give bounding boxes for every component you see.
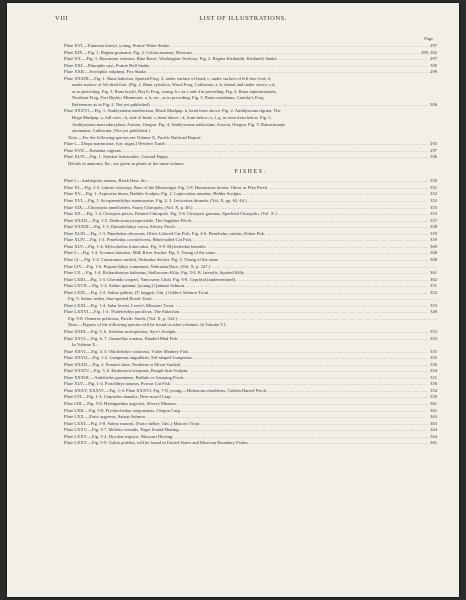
page-title: LIST OF ILLUSTRATIONS. [199, 15, 287, 22]
page-ref: 357 [430, 217, 437, 223]
page-ref: 353 [430, 328, 437, 334]
entry-text: Plate XLV.—Fig. 1-4. Porichthys notatus, Porous Cat Fish. ..... [64, 381, 437, 388]
entry-text: FISHES. [234, 169, 267, 176]
page-ref: 355 [430, 348, 437, 354]
entry-text: Northern Frog, Fort Ripley, Minnesota. a, b, etc., as in preceding. Fig. 5. Rana catesbiana, Catesby's Frog. [72, 95, 265, 101]
entry-text: Details of anatomy, &c., are given in plates of the same volume. [68, 160, 185, 166]
page-ref: 354 [430, 387, 437, 393]
entry-text: Plate XI.—Fig. 1-4. Labrax chrysops, Bass of the Mississippi. Fig. 5-8. Huromesus lucens, Okow or Pike Perch. ..... [64, 185, 437, 192]
page-ref: 351 [430, 374, 437, 380]
page-ref: 362 [430, 276, 437, 282]
entry-text: Plate LXX.—Fario argyreus, Satrop Salmon. ..... [64, 414, 437, 421]
page-ref: 368 [430, 250, 437, 256]
entry-text: Plate XXXV, XXXVI.—Fig. 1-4. Plate XXXVI, Fig. 7-8, young.—Hidonotus rhodderus, Golden Barred Perch. ..... [64, 388, 437, 395]
page-ref: 350 [430, 178, 437, 184]
entry-text: Note.—For the following species see Volume X, Pacific Railroad Report: [68, 134, 202, 140]
entry-text: Amblystoma macrodactylum, Astoria, Oregon. Fig. 4. Amblystoma rubicolum, Astoria, Oregon. Fig. 5. Batrachoseps [72, 121, 286, 127]
entry-text: Fig. 5-8. Osmerus pretiosus, Pacific Smelt, (Vol. X, p. 324.) ..... [68, 316, 437, 323]
entry-text: Plate XXXII.—Fig. 1-5. Dedicsium perspectable, The Sapphire Perch. ..... [64, 218, 437, 225]
entry-text: Plate XX.—Fig. 1-4. Chiropsis pictus, Painted Chiropolo. Fig. 5-8. Chiropsis guttatus, Speckled Chiropolo, (Vol. X.) ..... [64, 211, 437, 218]
list-item [64, 440, 437, 447]
page-ref: 356 [430, 361, 437, 367]
entry-text: Plate XXXIII.—Fig. 1. Rana halecina, Spotted Frog. 2, under surface of head; c, under surface of left fore foot; d, [64, 75, 271, 81]
page-ref: 359 [430, 230, 437, 236]
page-ref: 306 [430, 101, 437, 107]
page-ref: 363 [430, 420, 437, 426]
page-ref: 364 [430, 427, 437, 433]
entry-text: Plate XXXIV.—Fig. 5, 6. Embiotoca leiopnais, Rough-skin Sculpin. ..... [64, 368, 437, 375]
entry-text: under surface of left hind foot. (Fig. 2. Rana sylvatica, Wood Frog, California. a, b, lateral and under views; c,d, [72, 82, 276, 88]
page-column-label: Page [424, 36, 433, 41]
page-ref: 351 [430, 184, 437, 190]
entry-text: Plate LXIII.—Fig. 1-3. Cheonda cooperi, Vancouver Chub. Fig. 6-8. Cyprinid (undetermined). ..... [64, 277, 437, 284]
entry-text: Plate LIII.—Fig. 5-8. Hybognathus argyritis, Silvery Minnow. ..... [64, 401, 437, 408]
page-ref: 299 [430, 69, 437, 75]
entry-text: Plate LXIX.—Fig. 1-4. Salmo gibbsii, (T. keggsii, Gin.,) Gibbs's Salmon-Trout. ..... [64, 290, 437, 297]
section-heading [64, 167, 437, 178]
page-ref: 361 [430, 407, 437, 413]
entry-text: Plate XLIV.—Fig. 1-4. Pimelodus cocrulescens, Blunt-tailed Cat Fish. ..... [64, 237, 437, 244]
entry-text: Plate I.—Diopa marmorata, (var. nigra,) Western Turtle. ..... [64, 141, 437, 148]
entry-text: Plate XVI.—Eutaenia faireyi, young, Prairie Water Snake. ..... [64, 43, 437, 50]
page-ref: 353 [430, 211, 437, 217]
entry-text: Plate XX.—Fig. 1. Bascanion vetustus, Blue Racer, Washington Territory. Fig. 2. Regina Kirtlandii, Kirtland's Snake. ..... [64, 56, 437, 63]
entry-text: References as in Fig. 2. Not yet published) ..... [72, 102, 437, 109]
page-ref: 363 [430, 414, 437, 420]
page-ref: 353 [430, 335, 437, 341]
entry-text: Plate XXVII.—Fig. 1-2. Lumpenus anguillaris, Eel-shaped Lumpenus. ..... [64, 355, 437, 362]
entry-text: Plate XLIII.—Fig. 1-3. Pimelodus olivaceus, Olive-Colored Cat Fish. Fig. 4-6. Pimelodus catulus, Kitten Fish. ..... [64, 231, 437, 238]
page-ref: 361 [430, 440, 437, 446]
page-ref: 361 [430, 270, 437, 276]
entry-text: Plate XLIV.—Fig. 1. Siredon lichenoides, Ground Puppy. ..... [64, 154, 437, 161]
entry-text: In Volume X : [72, 342, 98, 348]
entry-text: Plate XXII.—Scotophis vulpinus, Fox Snake. ..... [64, 69, 437, 76]
page-ref: 353 [430, 302, 437, 308]
entry-text: Plate XXXIII.—Ambloides grunniens, Buffalo or Grunting Perch. ..... [64, 375, 437, 382]
page-ref: 359 [430, 394, 437, 400]
entry-text: Plate XV.—Fig. 1. Aspicotus bison, Buffalo Sculpin. Fig. 2. Leptocottus armatus, Bidder Sculpin. ..... [64, 191, 437, 198]
page-ref: 351 [430, 283, 437, 289]
page-ref: 297 [430, 147, 437, 153]
entry-text: Plate LVI.—Fig. 1-4. Carpiodes damalis, Deer-nosed Carp. ..... [64, 394, 437, 401]
page-ref: 359 [430, 237, 437, 243]
page-ref: 306 [430, 154, 437, 160]
page-ref: 352 [430, 198, 437, 204]
page-ref: 355 [430, 355, 437, 361]
entry-text: Note.—Figures of the following species will be found in other volumes. In Volume VI : [68, 322, 228, 328]
entry-text: Plate XXVI.—Fig. 4, 5. Odolichthys violaceus, Violet Monkey Fish. ..... [64, 349, 437, 356]
entry-text: Plate LXXV.—Fig. 5-7. Meletta vernalis, Puget Sound Herring. ..... [64, 427, 437, 434]
illustration-list [64, 43, 437, 447]
page-ref: 361 [430, 400, 437, 406]
entry-text: Plate LXXV.—Fig. 1-4. Hyodon tergisus, Missouri Herring. ..... [64, 434, 437, 441]
page-ref: 364 [430, 433, 437, 439]
entry-text: Plate LXXI.—Fig. 1-4. Salar lewisi, Lewis's Missouri Trout. ..... [64, 303, 437, 310]
entry-text: Plate L.—Fig. 1-4. Acomus latiorius, Milk River Sucker. Fig. 5. Young of the same. ..... [64, 250, 437, 257]
entry-text: Plate XXXII.—Fig. 4. Pomotis luna, Northern or Moon Sunfish. ..... [64, 362, 437, 369]
entry-text: Plate XVII.—Eutaenia vagrans. ..... [64, 148, 437, 155]
entry-text: Plate XXXVI.—Fig. 1. Amblystoma tenebrosum, Black Mudpup. b, head from above. Fig. 2. Amblystoma tigrina, The [64, 108, 281, 114]
page-ref: 297 [430, 56, 437, 62]
entry-text: as in preceding. Fig. 3. Rana boylii, Boyl's Frog, young. b c as c and d in preceding. Fig. 4. Rana septentrionalis, [72, 88, 277, 94]
page-ref: 349 [430, 309, 437, 315]
entry-text: Plate XIX.—Fig. 1. Regina grahamii. Fig. 2. Celuta amoena, Missouri. ..... [64, 50, 437, 57]
page-ref: 300 [430, 62, 437, 68]
page-ref: 297 [430, 43, 437, 48]
page-number: VIII [55, 15, 69, 22]
entry-text: Plate XXVI.—Fig. 6, 7. Gasmellus ornatus, Banded Mud Fish. ..... [64, 336, 437, 343]
entry-text: Plate LI.—Fig. 1-4. Catostomus nuchlii, Nebraska Sucker. Fig. 5. Young of the same. ..... [64, 257, 437, 264]
entry-text: Plate XVI.—Fig. 1. Scorpaenichthys marmoratus. Fig. 2, 3. Leiocottus hirundo, (Vol. X, pp. 62, 64.) ..... [64, 198, 437, 205]
page-ref: 368 [430, 256, 437, 262]
page-ref: 358 [430, 381, 437, 387]
page-ref: 354 [430, 368, 437, 374]
entry-text: Plate XIX.—Chirojuvia annelloiden, Starry Chiropolo, (Vol. X, p. 48.) ..... [64, 205, 437, 212]
entry-text: Plate LIV.—Fig. 1-6. Pogonichthys communis, Nebraska Dace, (Vol. X, p. 247.) ..... [64, 264, 437, 271]
page-ref: 369 [430, 243, 437, 249]
page-ref: 358 [430, 224, 437, 230]
entry-text: Plate XXXIII.—Fig. 1-3. Damalichthys vacca, Silvery Perch. ..... [64, 224, 437, 231]
page-header [55, 15, 431, 25]
entry-text: Plate I.—Amblopites aeneus, Black Bass, &c. ..... [64, 178, 437, 185]
page-ref: 299, 302 [421, 49, 437, 55]
entry-text: Plate LXXI.—Fig. 5-8. Salmo masoni, (Fario stellae, Gin.,) Mason's Trout. ..... [64, 421, 437, 428]
entry-text: Fig. 5. Salmo iridea, Star-spotted Brook Trout. ..... [68, 296, 437, 303]
entry-text: Plate LXXVI.—Fig. 1-4. Thaleichthys pacificus, The Eulachon. ..... [64, 309, 437, 316]
entry-text: Plate LX.—Fig. 1-4. Richardsonius balteatus, Stellacoom Kilty. Fig. 5-8. R. lateralis, Spotted Killy. ..... [64, 270, 437, 277]
entry-text: attenuatus, California. (Not yet published.) [72, 128, 150, 134]
entry-text: Plate XXI.—Pituophis sayi, Prairie Bull Snake. ..... [64, 63, 437, 70]
entry-text: Plate LXII.—Fig. 5-8. Ptychocheilus oregonensis, Oregon Carp. ..... [64, 408, 437, 415]
document-page [7, 3, 459, 597]
page-ref: 293 [430, 141, 437, 147]
page-ref: 352 [430, 191, 437, 197]
page-ref: 352 [430, 289, 437, 295]
entry-text: Plate LXVII.—Fig. 1-4. Salmo quinnat, (young,) Quinnat Salmon. ..... [64, 283, 437, 290]
entry-text: Plate XLV.—Fig. 1-4. Mylocheilus fraterculus. Fig. 5-9. Mylocheilus lateralis. ..... [64, 244, 437, 251]
entry-text: Huge Mudpup. a, full view ; b, side of head; c, head above ; d, from below; e, f, g, as seen from below. Fig. 3. [72, 115, 272, 121]
entry-text: Plate XXIII.—Fig. 5, 6. Artedius notospilotus, Ayre's Sculpin. ..... [64, 329, 437, 336]
page-ref: 353 [430, 204, 437, 210]
entry-text: Plate LXXV.—Fig. 5-9. Gobio polidus, will be found in United States and Mexican Boundary Fishes. ..... [64, 440, 437, 447]
